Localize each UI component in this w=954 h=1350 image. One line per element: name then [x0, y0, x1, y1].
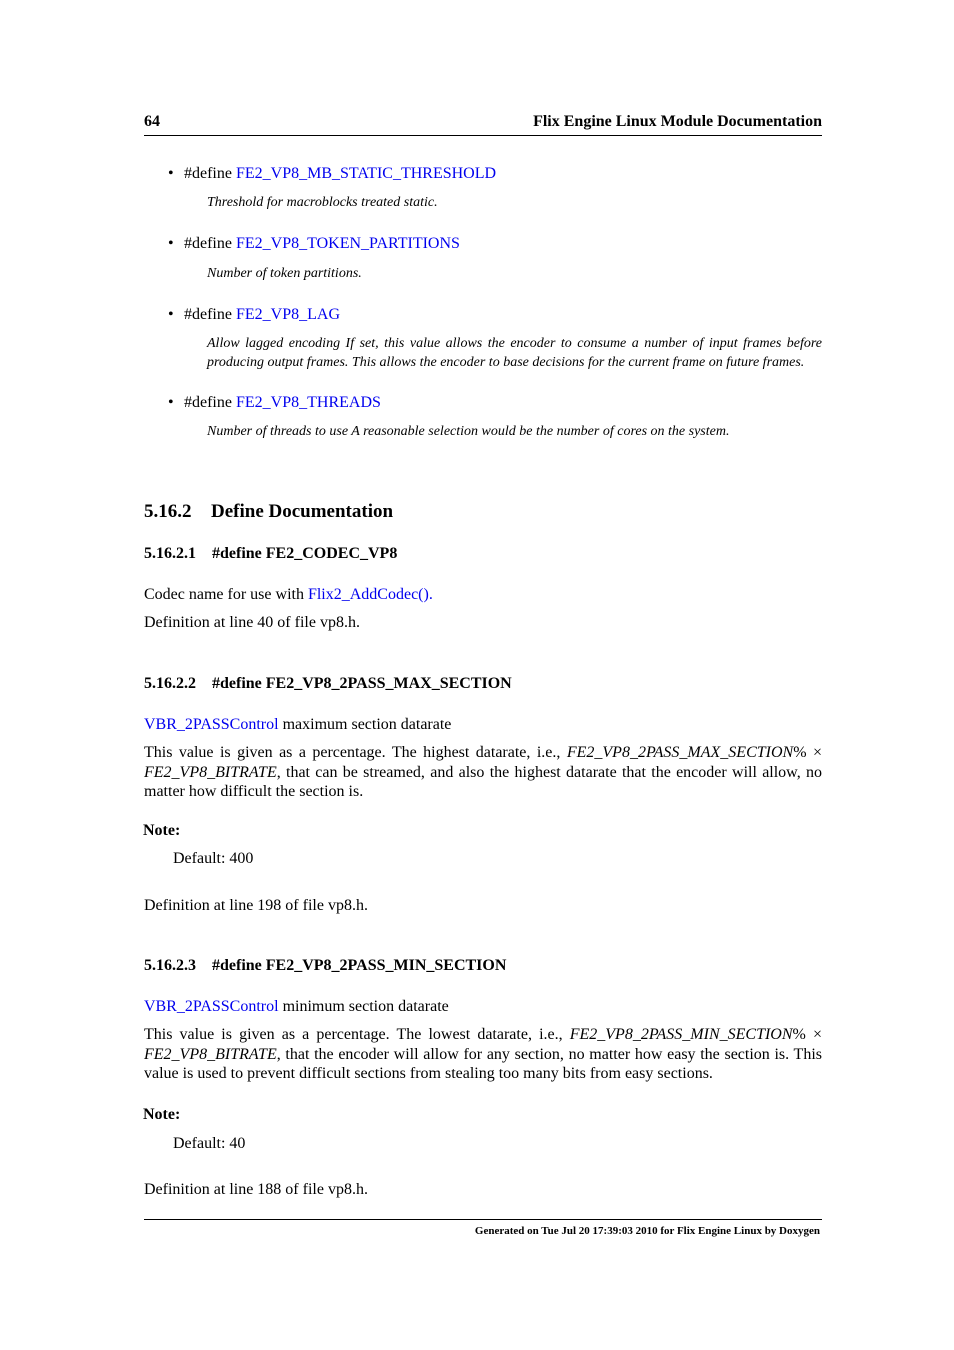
brief-codec-vp8	[144, 585, 822, 605]
body-max-section	[144, 743, 822, 802]
link-threads[interactable]: FE2_VP8_THREADS	[235, 394, 381, 411]
subsection-title: #define FE2_VP8_2PASS_MAX_SECTION	[212, 675, 512, 692]
formula-term: FE2_VP8_2PASS_MIN_SECTION	[569, 1026, 793, 1043]
bullet-icon: •	[168, 394, 174, 411]
definition-line: Definition at line 198 of file vp8.h.	[144, 897, 368, 914]
define-item-token-partitions	[168, 235, 460, 253]
link-mb-static-threshold[interactable]: FE2_VP8_MB_STATIC_THRESHOLD	[235, 165, 497, 182]
section-title: Define Documentation	[211, 501, 394, 522]
subsection-heading-max-section	[144, 675, 512, 693]
subsection-number: 5.16.2.2	[144, 675, 196, 692]
definition-line: Definition at line 40 of file vp8.h.	[144, 614, 360, 631]
define-prefix: #define	[184, 394, 236, 411]
section-number: 5.16.2	[144, 501, 192, 522]
define-item-mb-static-threshold	[168, 165, 496, 183]
note-value: Default: 400	[173, 850, 254, 867]
define-prefix: #define	[184, 165, 236, 182]
link-token-partitions[interactable]: FE2_VP8_TOKEN_PARTITIONS	[235, 235, 460, 252]
define-item-threads	[168, 394, 381, 412]
subsection-heading-codec-vp8	[144, 545, 397, 563]
header-rule	[144, 135, 822, 136]
body-text: , that the encoder will allow for any section, no matter how easy the section is. This value is used to prevent difficult sections from stealing too many bits from easy sections.	[144, 1045, 822, 1082]
bullet-icon: •	[168, 306, 174, 323]
document-title: Flix Engine Linux Module Documentation	[533, 113, 822, 130]
define-desc: Number of threads to use A reasonable selection would be the number of cores on the system.	[207, 424, 730, 439]
brief-text: maximum section datarate	[278, 716, 452, 733]
subsection-title: #define FE2_CODEC_VP8	[212, 545, 398, 562]
page-number: 64	[144, 113, 160, 130]
body-text: This value is given as a percentage. The highest datarate, i.e.,	[144, 744, 567, 761]
note-label: Note:	[143, 822, 181, 839]
subsection-heading-min-section	[144, 957, 506, 975]
definition-line: Definition at line 188 of file vp8.h.	[144, 1181, 368, 1198]
brief-min-section	[144, 997, 822, 1017]
subsection-number: 5.16.2.3	[144, 957, 196, 974]
body-text: , that can be streamed, and also the highest datarate that the encoder will allow, no matter how difficult the section is.	[144, 763, 822, 800]
link-flix2-addcodec[interactable]: Flix2_AddCodec().	[307, 586, 433, 603]
brief-text: Codec name for use with	[144, 586, 308, 603]
brief-text: minimum section datarate	[278, 998, 449, 1015]
formula-term: FE2_VP8_2PASS_MAX_SECTION	[566, 744, 794, 761]
bullet-icon: •	[168, 165, 174, 182]
subsection-title: #define FE2_VP8_2PASS_MIN_SECTION	[212, 957, 507, 974]
note-label: Note:	[143, 1106, 181, 1123]
footer-rule	[144, 1219, 822, 1220]
bullet-icon: •	[168, 235, 174, 252]
define-item-lag	[168, 306, 340, 324]
define-desc: Allow lagged encoding If set, this value allows the encoder to consume a number of input frames before producing output frames. This allows the encoder to base decisions for the current frame on future frames.	[207, 336, 822, 370]
brief-max-section	[144, 715, 822, 735]
subsection-number: 5.16.2.1	[144, 545, 196, 562]
define-desc: Threshold for macroblocks treated static.	[207, 195, 438, 210]
link-vbr-2passcontrol[interactable]: VBR_2PASSControl	[144, 998, 279, 1015]
link-lag[interactable]: FE2_VP8_LAG	[235, 306, 340, 323]
formula-term: FE2_VP8_BITRATE	[144, 1045, 277, 1063]
body-text: This value is given as a percentage. The lowest datarate, i.e.,	[144, 1026, 570, 1043]
formula-operator: % ×	[793, 744, 822, 761]
define-prefix: #define	[184, 235, 236, 252]
formula-operator: % ×	[792, 1026, 822, 1043]
section-heading	[144, 501, 393, 523]
define-desc: Number of token partitions.	[207, 266, 362, 281]
link-vbr-2passcontrol[interactable]: VBR_2PASSControl	[144, 716, 279, 733]
formula-term: FE2_VP8_BITRATE	[144, 763, 277, 781]
note-value: Default: 40	[173, 1135, 246, 1152]
define-prefix: #define	[184, 306, 236, 323]
footer-text: Generated on Tue Jul 20 17:39:03 2010 for Flix Engine Linux by Doxygen	[474, 1225, 820, 1237]
body-min-section	[144, 1025, 822, 1084]
